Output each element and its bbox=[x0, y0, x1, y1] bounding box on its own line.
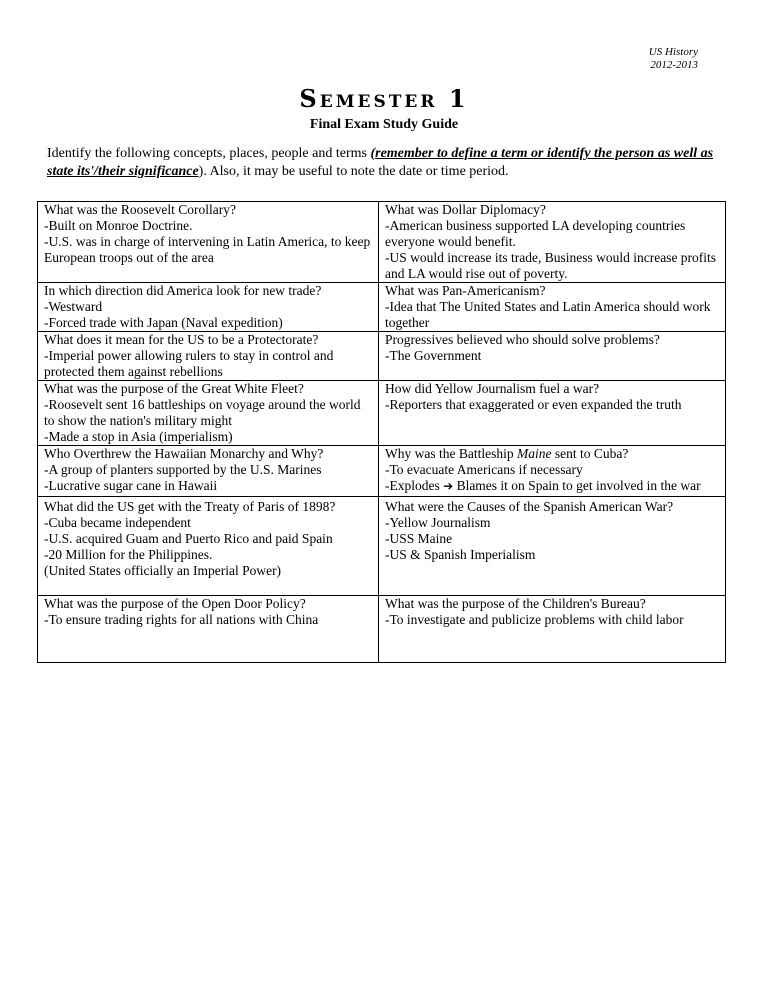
instructions-emphasis: (remember to define a term or identify the person as well as state its'/their significance bbox=[47, 146, 714, 179]
right-arrow-icon: ➔ bbox=[443, 479, 454, 493]
answer-line: (United States officially an Imperial Power) bbox=[44, 563, 282, 578]
study-guide-table bbox=[37, 201, 726, 663]
question-cell: What were the Causes of the Spanish American War? bbox=[379, 497, 726, 516]
table-row bbox=[38, 596, 726, 613]
table-row bbox=[38, 218, 726, 283]
table-row bbox=[38, 462, 726, 497]
answer-cell bbox=[379, 299, 726, 332]
answer-line: -To ensure trading rights for all nations with China bbox=[44, 612, 319, 627]
question-cell: What was the purpose of the Great White Fleet? bbox=[38, 381, 379, 398]
question-cell: What did the US get with the Treaty of Paris of 1898? bbox=[38, 497, 379, 516]
answer-line: -Built on Monroe Doctrine. bbox=[44, 218, 193, 233]
question-cell: What was the Roosevelt Corollary? bbox=[38, 202, 379, 219]
instructions bbox=[47, 145, 727, 181]
table-row bbox=[38, 381, 726, 398]
answer-cell bbox=[379, 397, 726, 446]
table-row bbox=[38, 348, 726, 381]
question-text-end: sent to Cuba? bbox=[551, 446, 629, 461]
answer-line: -Yellow Journalism bbox=[385, 515, 491, 530]
question-cell: What was Pan-Americanism? bbox=[379, 283, 726, 300]
answer-line: -Idea that The United States and Latin America should work together bbox=[385, 299, 711, 330]
answer-line: -A group of planters supported by the U.S. Marines bbox=[44, 462, 322, 477]
course-header bbox=[649, 46, 698, 72]
answer-line: -Cuba became independent bbox=[44, 515, 191, 530]
answer-line: -U.S. was in charge of intervening in Latin America, to keep European troops out of the area bbox=[44, 234, 371, 265]
instructions-text: Identify the following concepts, places, people and terms bbox=[47, 146, 371, 161]
question-cell: What was Dollar Diplomacy? bbox=[379, 202, 726, 219]
answer-line: -USS Maine bbox=[385, 531, 453, 546]
answer-cell bbox=[379, 348, 726, 381]
table-row bbox=[38, 283, 726, 300]
question-cell bbox=[379, 446, 726, 463]
answer-line: -US would increase its trade, Business would increase profits and LA would rise out of poverty. bbox=[385, 250, 717, 281]
answer-cell bbox=[379, 218, 726, 283]
course-name: US History bbox=[648, 46, 698, 58]
answer-line: -The Government bbox=[385, 348, 482, 363]
answer-line: -Made a stop in Asia (imperialism) bbox=[44, 429, 233, 444]
answer-cell bbox=[379, 462, 726, 497]
answer-text-end: Blames it on Spain to get involved in the war bbox=[453, 478, 701, 493]
page-subtitle: Final Exam Study Guide bbox=[309, 117, 459, 132]
question-text: Why was the Battleship bbox=[385, 446, 517, 461]
answer-cell bbox=[38, 348, 379, 381]
answer-line: -American business supported LA developing countries everyone would benefit. bbox=[385, 218, 686, 249]
answer-line: -Roosevelt sent 16 battleships on voyage around the world to show the nation's military might bbox=[44, 397, 361, 428]
table-row bbox=[38, 612, 726, 663]
question-cell: What does it mean for the US to be a Protectorate? bbox=[38, 332, 379, 349]
table-row bbox=[38, 299, 726, 332]
answer-line: -Imperial power allowing rulers to stay in control and protected them against rebellions bbox=[44, 348, 334, 379]
question-cell: How did Yellow Journalism fuel a war? bbox=[379, 381, 726, 398]
question-cell: Who Overthrew the Hawaiian Monarchy and Why? bbox=[38, 446, 379, 463]
page-title: Semester 1 bbox=[299, 84, 469, 113]
answer-line: -US & Spanish Imperialism bbox=[385, 547, 536, 562]
table-row bbox=[38, 397, 726, 446]
answer-line: -To investigate and publicize problems with child labor bbox=[385, 612, 684, 627]
answer-text: -Explodes bbox=[385, 478, 444, 493]
answer-cell bbox=[38, 397, 379, 446]
answer-cell bbox=[38, 462, 379, 497]
table-row bbox=[38, 515, 726, 596]
question-cell: What was the purpose of the Children's Bureau? bbox=[379, 596, 726, 613]
answer-line: -Westward bbox=[44, 299, 103, 314]
answer-cell bbox=[38, 612, 379, 663]
table-row bbox=[38, 446, 726, 463]
answer-line: -U.S. acquired Guam and Puerto Rico and paid Spain bbox=[44, 531, 333, 546]
answer-line: -Lucrative sugar cane in Hawaii bbox=[44, 478, 218, 493]
table-row bbox=[38, 332, 726, 349]
answer-cell bbox=[38, 299, 379, 332]
answer-cell bbox=[379, 515, 726, 596]
answer-line: -Forced trade with Japan (Naval expedition) bbox=[44, 315, 283, 330]
ship-name: Maine bbox=[516, 446, 552, 461]
school-year: 2012-2013 bbox=[650, 59, 698, 71]
question-cell: What was the purpose of the Open Door Policy? bbox=[38, 596, 379, 613]
question-cell: In which direction did America look for new trade? bbox=[38, 283, 379, 300]
answer-line: -20 Million for the Philippines. bbox=[44, 547, 213, 562]
answer-cell bbox=[38, 218, 379, 283]
instructions-text-end: ). Also, it may be useful to note the date or time period. bbox=[198, 164, 509, 179]
table-row bbox=[38, 497, 726, 516]
answer-line: -To evacuate Americans if necessary bbox=[385, 462, 583, 477]
answer-line: -Reporters that exaggerated or even expanded the truth bbox=[385, 397, 682, 412]
answer-line bbox=[385, 478, 719, 494]
question-cell: Progressives believed who should solve problems? bbox=[379, 332, 726, 349]
answer-cell bbox=[38, 515, 379, 596]
table-row bbox=[38, 202, 726, 219]
answer-cell bbox=[379, 612, 726, 663]
